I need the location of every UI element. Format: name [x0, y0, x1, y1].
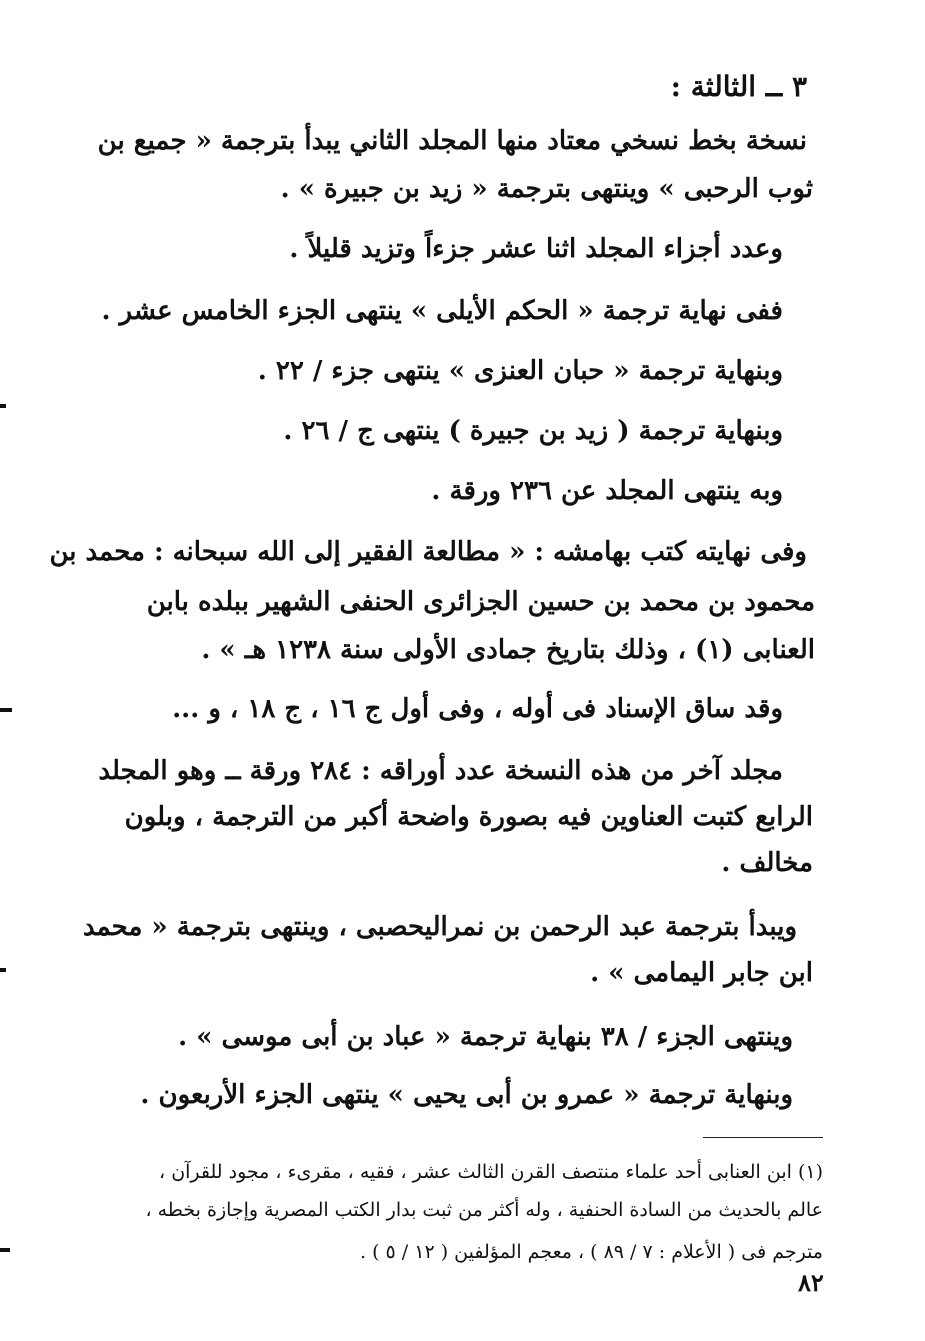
section-heading: ٣ ــ الثالثة : [670, 70, 807, 103]
text-line: وبنهاية ترجمة « حبان العنزى » ينتهى جزء / ٢٢ . [257, 356, 783, 386]
text-line: الرابع كتبت العناوين فيه بصورة واضحة أكبر من الترجمة ، وبلون [124, 802, 813, 832]
text-line: وعدد أجزاء المجلد اثنا عشر جزءاً وتزيد قليلاً . [289, 234, 783, 264]
footnote-divider [703, 1137, 823, 1138]
text-line: وبنهاية ترجمة ( زيد بن جبيرة ) ينتهى ج / ٢٦ . [283, 416, 783, 446]
scan-edge-mark [0, 708, 12, 712]
text-line: ففى نهاية ترجمة « الحكم الأيلى » ينتهى الجزء الخامس عشر . [101, 296, 783, 326]
text-line: ثوب الرحبى » وينتهى بترجمة « زيد بن جبيرة » . [280, 174, 813, 204]
scan-edge-mark [0, 404, 6, 408]
footnote-line: مترجم فى ( الأعلام : ٧ / ٨٩ ) ، معجم المؤلفين ( ١٢ / ٥ ) . [360, 1241, 823, 1263]
page-number: ٨٢ [798, 1268, 824, 1297]
scan-edge-mark [0, 1248, 10, 1252]
text-line: وقد ساق الإسناد فى أوله ، وفى أول ج ١٦ ، ج ١٨ ، و ... [172, 694, 783, 724]
text-line: وفى نهايته كتب بهامشه : « مطالعة الفقير إلى الله سبحانه : محمد بن [49, 537, 807, 567]
footnote-line: عالم بالحديث من السادة الحنفية ، وله أكثر من ثبت بدار الكتب المصرية وإجازة بخطه ، [145, 1199, 823, 1221]
text-line: العنابى (١) ، وذلك بتاريخ جمادى الأولى سنة ١٢٣٨ هـ » . [201, 635, 815, 665]
text-line: محمود بن محمد بن حسين الجزائرى الحنفى الشهير ببلده بابن [146, 587, 815, 617]
text-line: ابن جابر اليمامى » . [590, 958, 813, 988]
text-line: ويبدأ بترجمة عبد الرحمن بن نمراليحصبى ، وينتهى بترجمة « محمد [82, 912, 797, 942]
text-line: وينتهى الجزء / ٣٨ بنهاية ترجمة « عباد بن أبى موسى » . [178, 1022, 793, 1052]
text-line: نسخة بخط نسخي معتاد منها المجلد الثاني يبدأ بترجمة « جميع بن [97, 126, 807, 156]
text-line: مخالف . [721, 848, 813, 878]
text-line: مجلد آخر من هذه النسخة عدد أوراقه : ٢٨٤ ورقة ــ وهو المجلد [98, 756, 783, 786]
text-line: وبنهاية ترجمة « عمرو بن أبى يحيى » ينتهى الجزء الأربعون . [140, 1080, 793, 1110]
text-line: وبه ينتهى المجلد عن ٢٣٦ ورقة . [431, 476, 783, 506]
scan-edge-mark [0, 968, 6, 972]
footnote-line: (١) ابن العنابى أحد علماء منتصف القرن الثالث عشر ، فقيه ، مقرىء ، مجود للقرآن ، [159, 1161, 823, 1183]
